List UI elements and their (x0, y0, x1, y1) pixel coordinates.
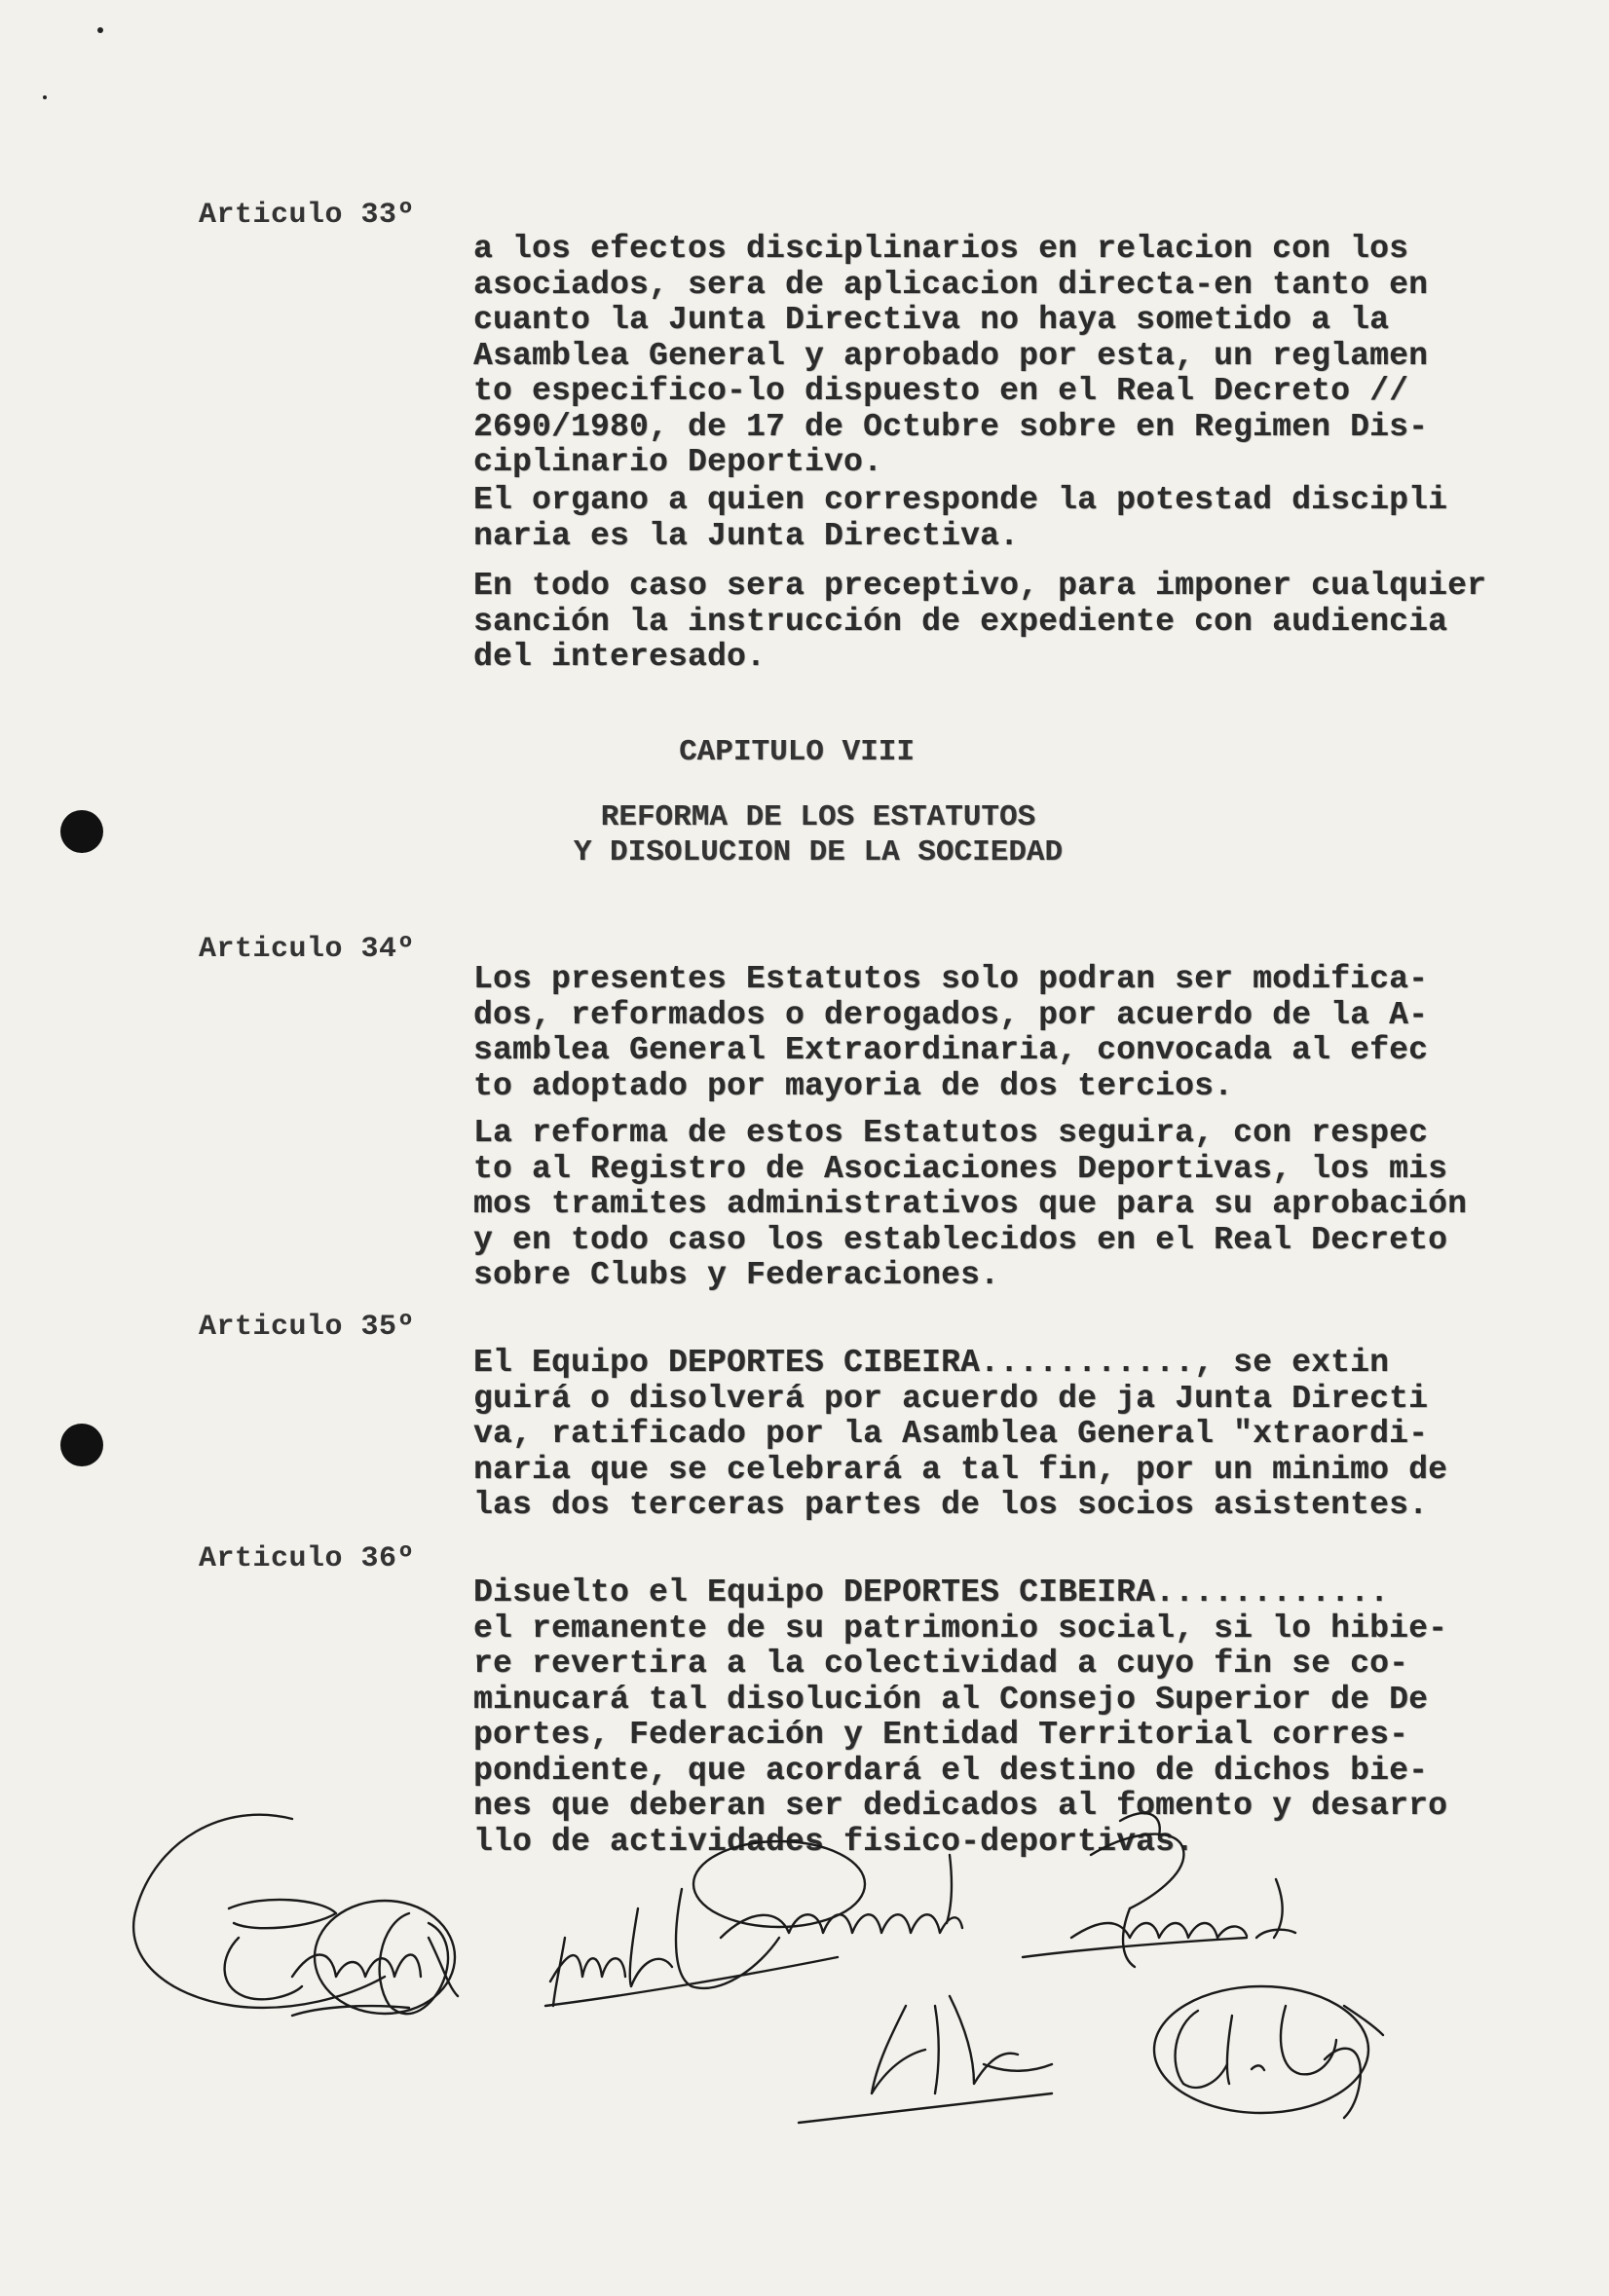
text-line: Disuelto el Equipo DEPORTES CIBEIRA............ (473, 1574, 1390, 1611)
text-line: to adoptado por mayoria de dos tercios. (473, 1067, 1234, 1104)
signature-3 (1023, 1813, 1295, 1967)
text-line: Los presentes Estatutos solo podran ser modifica- (473, 961, 1429, 997)
text-line: naria que se celebrará a tal fin, por un minimo de (473, 1451, 1448, 1488)
text-line: minucará tal disolución al Consejo Superior de De (473, 1681, 1429, 1718)
text-line: portes, Federación y Entidad Territorial corres- (473, 1717, 1409, 1753)
text-line: del interesado. (473, 639, 767, 675)
chapter-title-line-2: Y DISOLUCION DE LA SOCIEDAD (573, 835, 1064, 870)
article-33-label: Articulo 33º (199, 199, 416, 232)
text-line: El Equipo DEPORTES CIBEIRA..........., se extin (473, 1345, 1390, 1381)
text-line: En todo caso sera preceptivo, para imponer cualquier (473, 568, 1487, 604)
text-line: dos, reformados o derogados, por acuerdo de la A- (473, 996, 1429, 1033)
text-line: sanción la instrucción de expediente con audiencia (473, 603, 1448, 640)
text-line: to especifico-lo dispuesto en el Real Decreto // (473, 373, 1409, 409)
text-line: pondiente, que acordará el destino de dichos bie- (473, 1752, 1429, 1789)
text-line: Asamblea General y aprobado por esta, un reglamen (473, 337, 1429, 374)
article-34-label: Articulo 34º (199, 933, 416, 966)
text-line: mos tramites administrativos que para su aprobación (473, 1186, 1468, 1222)
text-line: ciplinario Deportivo. (473, 444, 883, 480)
chapter-title-line-1: REFORMA DE LOS ESTATUTOS (600, 800, 1036, 834)
text-line: sobre Clubs y Federaciones. (473, 1257, 1000, 1293)
article-35-label: Articulo 35º (199, 1311, 416, 1344)
text-line: y en todo caso los establecidos en el Real Decreto (473, 1221, 1448, 1258)
signature-2 (545, 1841, 962, 2006)
text-line: 2690/1980, de 17 de Octubre sobre en Regimen Dis- (473, 408, 1429, 445)
text-line: cuanto la Junta Directiva no haya sometido a la (473, 302, 1390, 338)
text-line: el remanente de su patrimonio social, si lo hibie- (473, 1610, 1448, 1647)
chapter-number: CAPITULO VIII (679, 735, 915, 769)
text-line: las dos terceras partes de los socios asistentes. (473, 1487, 1429, 1523)
text-line: nes que deberan ser dedicados al fomento y desarro (473, 1788, 1448, 1824)
text-line: El organo a quien corresponde la potestad discipli (473, 482, 1448, 518)
signature-1 (133, 1815, 458, 2016)
text-line: naria es la Junta Directiva. (473, 517, 1020, 554)
text-line: llo de actividades fisico-deportivas. (473, 1823, 1195, 1860)
text-line: va, ratificado por la Asamblea General "xtraordi- (473, 1416, 1429, 1452)
text-line: asociados, sera de aplicacion directa-en tanto en (473, 266, 1429, 303)
text-line: re revertira a la colectividad a cuyo fin se co- (473, 1646, 1409, 1682)
text-line: a los efectos disciplinarios en relacion con los (473, 231, 1409, 267)
signature-5 (1154, 1986, 1383, 2118)
text-line: to al Registro de Asociaciones Deportivas, los mis (473, 1150, 1448, 1187)
article-36-label: Articulo 36º (199, 1542, 416, 1575)
text-line: samblea General Extraordinaria, convocada al efec (473, 1032, 1429, 1068)
signature-4 (799, 1996, 1052, 2123)
text-line: guirá o disolverá por acuerdo de ja Junta Directi (473, 1380, 1429, 1417)
text-line: La reforma de estos Estatutos seguira, con respec (473, 1115, 1429, 1151)
